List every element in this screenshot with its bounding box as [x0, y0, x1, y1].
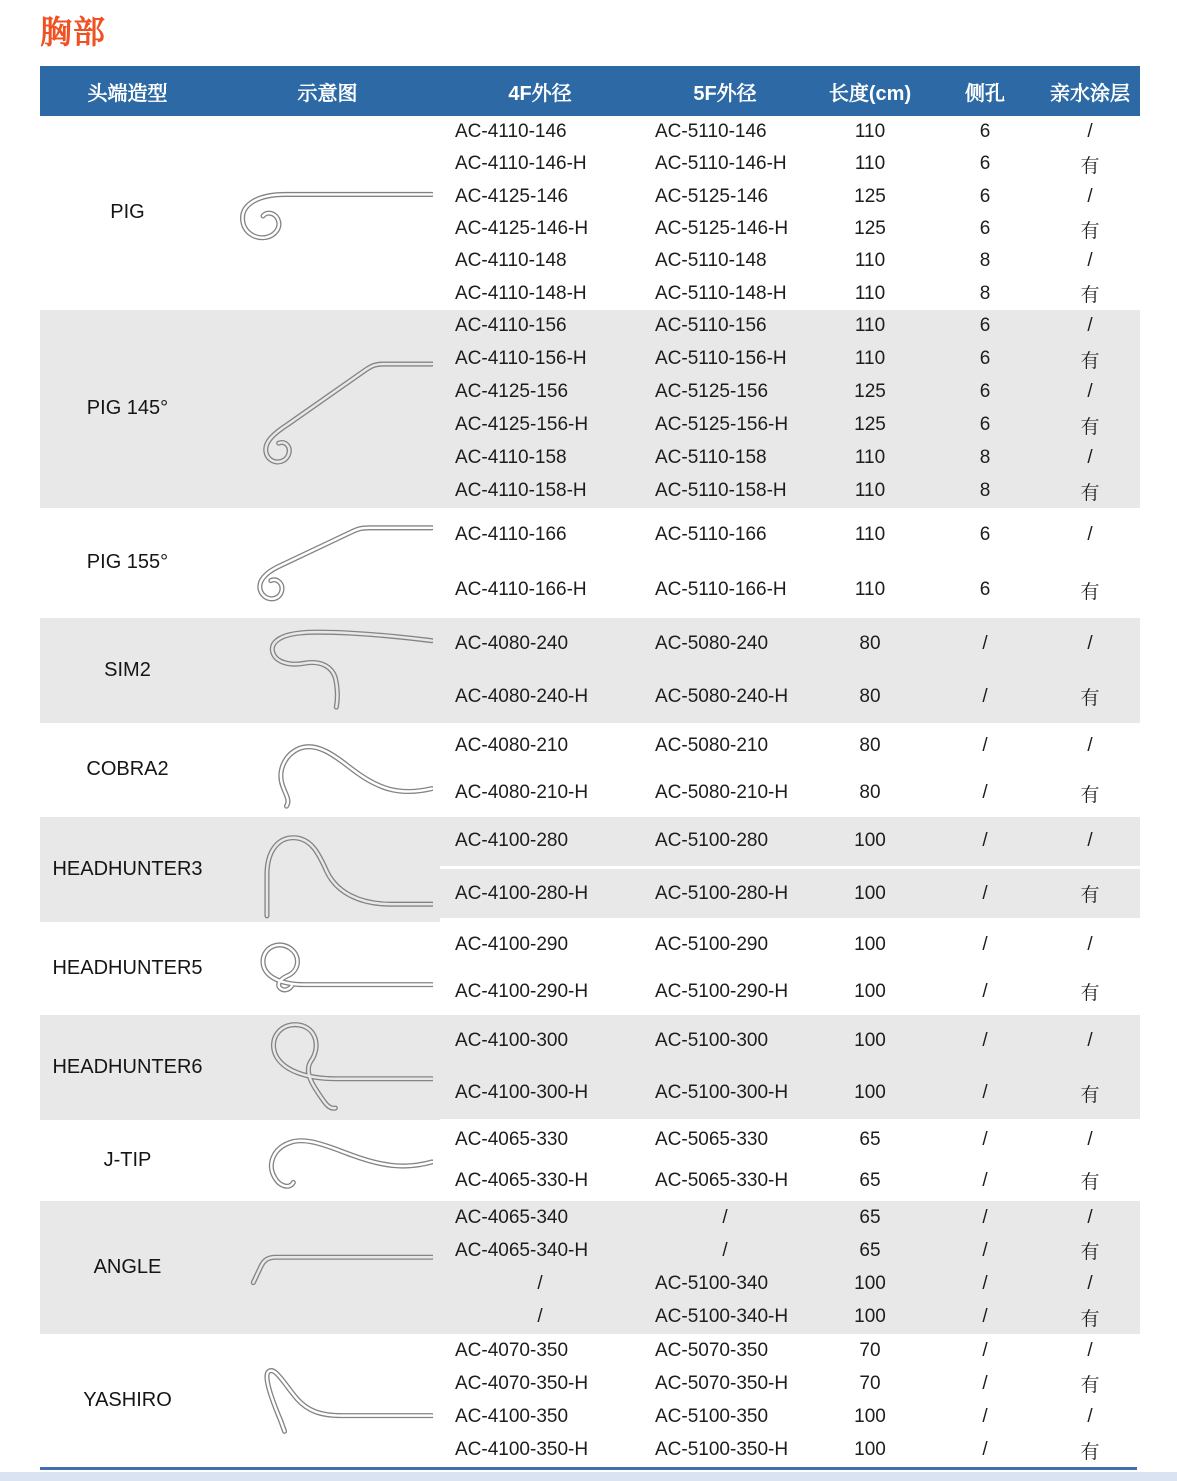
length-cm-value: 110 — [810, 310, 930, 343]
length-cm-value: 110 — [810, 508, 930, 563]
hydro-coating-value: / — [1040, 508, 1140, 563]
catalog-5f-value: AC-5100-290-H — [640, 968, 810, 1015]
length-cm-value: 70 — [810, 1334, 930, 1367]
length-cm-value: 100 — [810, 1400, 930, 1433]
headhunter5-loop-icon — [215, 922, 440, 1015]
catalog-5f-value: AC-5100-280-H — [640, 869, 810, 918]
length-cm-value: 110 — [810, 475, 930, 508]
hydro-coating-value: 有 — [1040, 148, 1140, 180]
catalog-4f-value: AC-4080-210 — [440, 723, 640, 770]
catalog-5f-value: AC-5100-290 — [640, 922, 810, 969]
side-holes-value: / — [930, 723, 1040, 770]
column-header: 长度(cm) — [810, 66, 930, 116]
catalog-5f-value: AC-5110-158 — [640, 442, 810, 475]
catalog-5f-value: AC-5110-148-H — [640, 278, 810, 310]
yashiro-curve-icon — [215, 1334, 440, 1467]
tip-shape-label: ANGLE — [40, 1201, 215, 1334]
cobra2-curve-icon — [215, 723, 440, 817]
catalog-5f-value: AC-5080-240-H — [640, 670, 810, 723]
side-holes-value: / — [930, 1201, 1040, 1234]
length-cm-value: 100 — [810, 1301, 930, 1334]
catalog-5f-value: AC-5070-350 — [640, 1334, 810, 1367]
length-cm-value: 110 — [810, 563, 930, 618]
side-holes-value: 6 — [930, 563, 1040, 618]
catalog-4f-value: AC-4110-158 — [440, 442, 640, 475]
catalog-4f-value: AC-4110-166-H — [440, 563, 640, 618]
hydro-coating-value: 有 — [1040, 278, 1140, 310]
side-holes-value: 8 — [930, 475, 1040, 508]
hydro-coating-value: / — [1040, 1120, 1140, 1161]
side-holes-value: 6 — [930, 409, 1040, 442]
catalog-4f-value: AC-4100-290-H — [440, 968, 640, 1015]
hydro-coating-value: 有 — [1040, 1234, 1140, 1267]
side-holes-value: / — [930, 618, 1040, 671]
catalog-4f-value: AC-4065-340-H — [440, 1234, 640, 1267]
length-cm-value: 110 — [810, 442, 930, 475]
headhunter3-curve-icon — [215, 817, 440, 922]
length-cm-value: 100 — [810, 869, 930, 918]
catalog-4f-value: AC-4100-300 — [440, 1015, 640, 1067]
side-holes-value: / — [930, 922, 1040, 969]
length-cm-value: 80 — [810, 770, 930, 817]
column-header: 5F外径 — [640, 66, 810, 116]
catalog-4f-value: AC-4070-350 — [440, 1334, 640, 1367]
side-holes-value: / — [930, 1160, 1040, 1201]
side-holes-value: / — [930, 1267, 1040, 1300]
hydro-coating-value: / — [1040, 1334, 1140, 1367]
hydro-coating-value: 有 — [1040, 213, 1140, 245]
pigtail-155-icon — [215, 508, 440, 618]
length-cm-value: 65 — [810, 1201, 930, 1234]
side-holes-value: / — [930, 1015, 1040, 1067]
catalog-4f-value: AC-4100-290 — [440, 922, 640, 969]
j-tip-curve-icon — [215, 1120, 440, 1201]
side-holes-value: 6 — [930, 310, 1040, 343]
tip-shape-label: YASHIRO — [40, 1334, 215, 1467]
length-cm-value: 125 — [810, 181, 930, 213]
hydro-coating-value: / — [1040, 376, 1140, 409]
side-holes-value: / — [930, 1234, 1040, 1267]
tip-shape-label: HEADHUNTER3 — [40, 817, 215, 922]
catalog-4f-value: AC-4110-148 — [440, 245, 640, 277]
angle-tip-icon — [215, 1201, 440, 1334]
length-cm-value: 110 — [810, 116, 930, 148]
pigtail-icon — [215, 116, 440, 310]
catalog-5f-value: AC-5100-340-H — [640, 1301, 810, 1334]
catalog-5f-value: AC-5125-156 — [640, 376, 810, 409]
catalog-5f-value: AC-5065-330 — [640, 1120, 810, 1161]
catalog-5f-value: / — [640, 1234, 810, 1267]
catalog-5f-value: AC-5100-280 — [640, 817, 810, 866]
catalog-5f-value: AC-5110-148 — [640, 245, 810, 277]
column-header: 4F外径 — [440, 66, 640, 116]
side-holes-value: / — [930, 817, 1040, 866]
hydro-coating-value: 有 — [1040, 1067, 1140, 1119]
length-cm-value: 80 — [810, 723, 930, 770]
catalog-5f-value: AC-5065-330-H — [640, 1160, 810, 1201]
sim2-curve-icon — [215, 618, 440, 723]
tip-shape-label: PIG — [40, 116, 215, 310]
tip-shape-label: HEADHUNTER5 — [40, 922, 215, 1015]
side-holes-value: 8 — [930, 442, 1040, 475]
catalog-5f-value: AC-5110-146 — [640, 116, 810, 148]
side-holes-value: / — [930, 1067, 1040, 1119]
length-cm-value: 125 — [810, 409, 930, 442]
length-cm-value: 100 — [810, 1434, 930, 1467]
catalog-4f-value: / — [440, 1301, 640, 1334]
side-holes-value: / — [930, 1400, 1040, 1433]
side-holes-value: 6 — [930, 343, 1040, 376]
product-table-grid — [40, 66, 1140, 1467]
hydro-coating-value: 有 — [1040, 1301, 1140, 1334]
side-holes-value: 6 — [930, 376, 1040, 409]
catalog-5f-value: AC-5100-350-H — [640, 1434, 810, 1467]
catalog-4f-value: AC-4080-210-H — [440, 770, 640, 817]
catalog-4f-value: AC-4100-280 — [440, 817, 640, 866]
hydro-coating-value: 有 — [1040, 475, 1140, 508]
catalog-4f-value: AC-4065-330-H — [440, 1160, 640, 1201]
column-header: 头端造型 — [40, 66, 215, 116]
catalog-5f-value: AC-5080-210 — [640, 723, 810, 770]
hydro-coating-value: / — [1040, 618, 1140, 671]
product-table — [40, 66, 1140, 1467]
tip-shape-label: PIG 155° — [40, 508, 215, 618]
catalog-4f-value: AC-4110-146 — [440, 116, 640, 148]
tip-shape-label: J-TIP — [40, 1120, 215, 1201]
catalog-4f-value: AC-4100-350 — [440, 1400, 640, 1433]
side-holes-value: 6 — [930, 181, 1040, 213]
catalog-4f-value: AC-4110-166 — [440, 508, 640, 563]
length-cm-value: 65 — [810, 1120, 930, 1161]
hydro-coating-value: 有 — [1040, 770, 1140, 817]
catalog-5f-value: AC-5125-146 — [640, 181, 810, 213]
hydro-coating-value: 有 — [1040, 968, 1140, 1015]
length-cm-value: 65 — [810, 1234, 930, 1267]
catalog-5f-value: AC-5080-210-H — [640, 770, 810, 817]
hydro-coating-value: / — [1040, 442, 1140, 475]
hydro-coating-value: 有 — [1040, 563, 1140, 618]
catalog-5f-value: AC-5110-156 — [640, 310, 810, 343]
hydro-coating-value: / — [1040, 116, 1140, 148]
side-holes-value: / — [930, 1120, 1040, 1161]
length-cm-value: 110 — [810, 343, 930, 376]
hydro-coating-value: 有 — [1040, 409, 1140, 442]
length-cm-value: 100 — [810, 968, 930, 1015]
catalog-4f-value: AC-4100-280-H — [440, 869, 640, 918]
hydro-coating-value: / — [1040, 1201, 1140, 1234]
catalog-4f-value: / — [440, 1267, 640, 1300]
catalog-4f-value: AC-4110-158-H — [440, 475, 640, 508]
length-cm-value: 70 — [810, 1367, 930, 1400]
side-holes-value: 6 — [930, 148, 1040, 180]
hydro-coating-value: / — [1040, 1015, 1140, 1067]
hydro-coating-value: / — [1040, 1400, 1140, 1433]
hydro-coating-value: / — [1040, 723, 1140, 770]
side-holes-value: / — [930, 670, 1040, 723]
tip-shape-label: COBRA2 — [40, 723, 215, 817]
catalog-4f-value: AC-4100-300-H — [440, 1067, 640, 1119]
hydro-coating-value: / — [1040, 181, 1140, 213]
hydro-coating-value: / — [1040, 245, 1140, 277]
length-cm-value: 100 — [810, 817, 930, 866]
pigtail-145-icon — [215, 310, 440, 508]
side-holes-value: / — [930, 1301, 1040, 1334]
catalog-5f-value: AC-5110-146-H — [640, 148, 810, 180]
catalog-4f-value: AC-4110-148-H — [440, 278, 640, 310]
catalog-4f-value: AC-4080-240-H — [440, 670, 640, 723]
catalog-4f-value: AC-4100-350-H — [440, 1434, 640, 1467]
catalog-5f-value: AC-5125-156-H — [640, 409, 810, 442]
catalog-5f-value: / — [640, 1201, 810, 1234]
catalog-4f-value: AC-4065-340 — [440, 1201, 640, 1234]
table-bottom-rule — [40, 1467, 1137, 1470]
catalog-4f-value: AC-4125-146-H — [440, 213, 640, 245]
catalog-4f-value: AC-4080-240 — [440, 618, 640, 671]
hydro-coating-value: / — [1040, 1267, 1140, 1300]
length-cm-value: 110 — [810, 148, 930, 180]
catalog-5f-value: AC-5100-300-H — [640, 1067, 810, 1119]
headhunter6-loop-icon — [215, 1015, 440, 1120]
catalog-4f-value: AC-4125-156 — [440, 376, 640, 409]
catalog-4f-value: AC-4065-330 — [440, 1120, 640, 1161]
next-section-band — [0, 1472, 1177, 1481]
catalog-5f-value: AC-5070-350-H — [640, 1367, 810, 1400]
hydro-coating-value: 有 — [1040, 1160, 1140, 1201]
catalog-4f-value: AC-4125-146 — [440, 181, 640, 213]
hydro-coating-value: 有 — [1040, 869, 1140, 918]
catalog-5f-value: AC-5100-300 — [640, 1015, 810, 1067]
side-holes-value: / — [930, 1367, 1040, 1400]
length-cm-value: 110 — [810, 278, 930, 310]
catalog-4f-value: AC-4070-350-H — [440, 1367, 640, 1400]
length-cm-value: 100 — [810, 922, 930, 969]
side-holes-value: 8 — [930, 278, 1040, 310]
hydro-coating-value: 有 — [1040, 1434, 1140, 1467]
catalog-4f-value: AC-4110-146-H — [440, 148, 640, 180]
side-holes-value: / — [930, 1334, 1040, 1367]
length-cm-value: 100 — [810, 1267, 930, 1300]
side-holes-value: 8 — [930, 245, 1040, 277]
tip-shape-label: SIM2 — [40, 618, 215, 723]
side-holes-value: 6 — [930, 116, 1040, 148]
length-cm-value: 100 — [810, 1067, 930, 1119]
page-title: 胸部 — [40, 14, 107, 50]
hydro-coating-value: 有 — [1040, 343, 1140, 376]
length-cm-value: 65 — [810, 1160, 930, 1201]
catalog-4f-value: AC-4125-156-H — [440, 409, 640, 442]
hydro-coating-value: / — [1040, 817, 1140, 866]
hydro-coating-value: 有 — [1040, 1367, 1140, 1400]
catalog-5f-value: AC-5110-158-H — [640, 475, 810, 508]
catalog-5f-value: AC-5110-156-H — [640, 343, 810, 376]
hydro-coating-value: 有 — [1040, 670, 1140, 723]
hydro-coating-value: / — [1040, 310, 1140, 343]
side-holes-value: 6 — [930, 508, 1040, 563]
tip-shape-label: PIG 145° — [40, 310, 215, 508]
length-cm-value: 125 — [810, 213, 930, 245]
column-header: 亲水涂层 — [1040, 66, 1140, 116]
length-cm-value: 110 — [810, 245, 930, 277]
catalog-4f-value: AC-4110-156-H — [440, 343, 640, 376]
catalog-5f-value: AC-5100-340 — [640, 1267, 810, 1300]
side-holes-value: 6 — [930, 213, 1040, 245]
side-holes-value: / — [930, 770, 1040, 817]
column-header: 侧孔 — [930, 66, 1040, 116]
catalog-4f-value: AC-4110-156 — [440, 310, 640, 343]
length-cm-value: 125 — [810, 376, 930, 409]
column-header: 示意图 — [215, 66, 440, 116]
length-cm-value: 100 — [810, 1015, 930, 1067]
tip-shape-label: HEADHUNTER6 — [40, 1015, 215, 1120]
hydro-coating-value: / — [1040, 922, 1140, 969]
length-cm-value: 80 — [810, 670, 930, 723]
length-cm-value: 80 — [810, 618, 930, 671]
catalog-5f-value: AC-5110-166 — [640, 508, 810, 563]
side-holes-value: / — [930, 1434, 1040, 1467]
side-holes-value: / — [930, 968, 1040, 1015]
side-holes-value: / — [930, 869, 1040, 918]
catalog-5f-value: AC-5100-350 — [640, 1400, 810, 1433]
catalog-5f-value: AC-5080-240 — [640, 618, 810, 671]
catalog-5f-value: AC-5110-166-H — [640, 563, 810, 618]
catalog-5f-value: AC-5125-146-H — [640, 213, 810, 245]
